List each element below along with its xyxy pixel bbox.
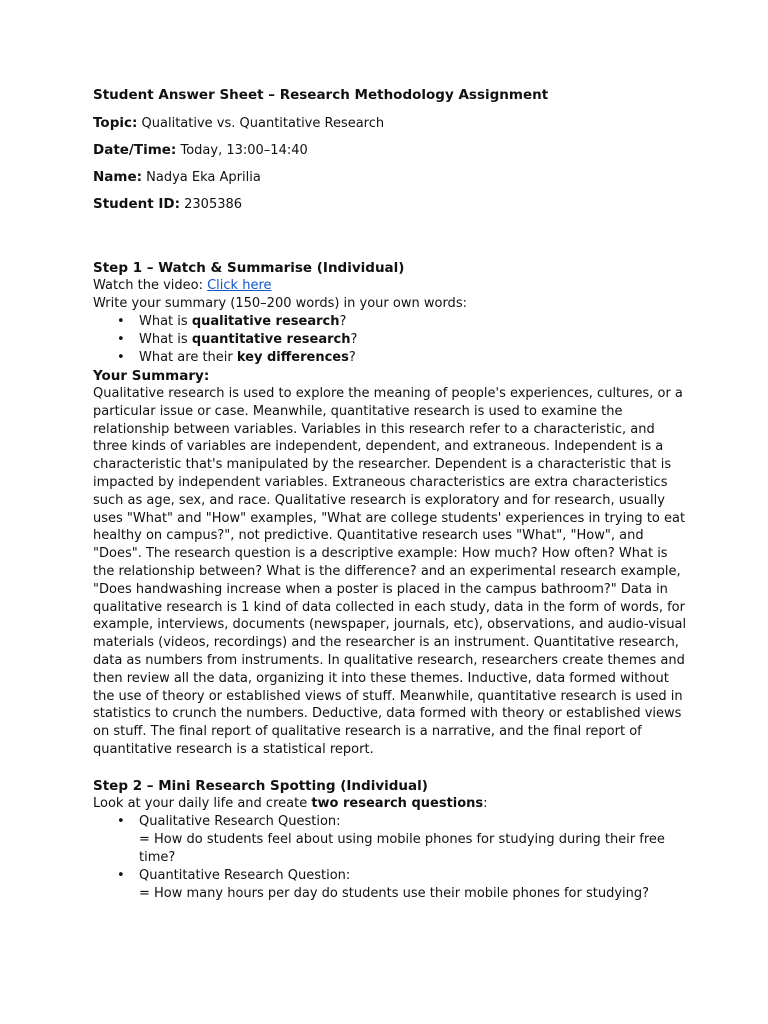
- name-value: Nadya Eka Aprilia: [146, 170, 261, 185]
- step1-instruction: Write your summary (150–200 words) in your own words:: [93, 296, 467, 311]
- datetime-label: Date/Time:: [93, 142, 177, 158]
- qualitative-question-label: • Qualitative Research Question:: [139, 813, 341, 829]
- watch-line: [93, 277, 693, 295]
- step2-instruction: [93, 795, 693, 813]
- step2-question-list: [93, 813, 693, 903]
- name-label: Name:: [93, 169, 143, 185]
- bullet-bold-text: quantitative research: [191, 332, 351, 347]
- summary-label: Your Summary:: [93, 368, 210, 384]
- student-id-line: [93, 195, 693, 214]
- list-item: [139, 813, 693, 867]
- list-item: [139, 867, 693, 903]
- document-content: [93, 86, 693, 903]
- topic-label: Topic:: [93, 115, 138, 131]
- qualitative-question-answer: = How do students feel about using mobile phones for studying during their free time?: [139, 831, 665, 865]
- bullet-text: What is: [139, 314, 192, 329]
- bullet-text: What is: [139, 332, 192, 347]
- summary-text: Qualitative research is used to explore the meaning of people's experiences, cultures, or a particular issue or case. Meanwhile, quantitative research is used to examine the relationship between variables. Variables in this research refer to a characteristic, and three kinds of variables are independent, dependent, and extraneous. Independent is a characteristic that's manipulated by the researcher. Dependent is a characteristic that is impacted by independent variables. Extraneous characteristics are extra characteristics such as age, sex, and race. Qualitative research is exploratory and for research, usually uses "What" and "How" examples, "What are college students' experiences in trying to eat healthy on campus?", not predictive. Quantitative research uses "What", "How", and "Does". The research question is a descriptive example: How much? How often? What is the relationship between? What is the difference? and an experimental research example, "Does handwashing increase when a poster is placed in the campus bathroom?" Data in qualitative research is 1 kind of data collected in each study, data in the form of words, for example, interviews, documents (newspaper, journals, etc), observations, and audio-visual materials (videos, recordings) and the researcher is an instrument. Quantitative research, data as numbers from instruments. In qualitative research, researchers create themes and then review all the data, organizing it into these themes. Inductive, data formed without the use of theory or established views of stuff. Meanwhile, quantitative research is used in statistics to crunch the numbers. Deductive, data formed with theory or established views on stuff. The final report of qualitative research is a narrative, and the final report of quantitative research is a statistical report.: [93, 386, 687, 757]
- instruction-bold-text: two research questions: [311, 795, 484, 811]
- student-id-label: Student ID:: [93, 196, 180, 212]
- video-link[interactable]: Click here: [207, 278, 272, 293]
- section-spacer: [93, 222, 693, 259]
- document-title: Student Answer Sheet – Research Methodology Assignment: [93, 87, 549, 103]
- quantitative-question-label: • Quantitative Research Question:: [139, 867, 351, 883]
- instruction-text: :: [483, 795, 488, 811]
- list-item: [139, 349, 693, 367]
- bullet-bold-text: qualitative research: [191, 314, 340, 329]
- section-spacer: [93, 759, 693, 777]
- bullet-text: ?: [339, 314, 347, 329]
- bullet-text: ?: [350, 332, 358, 347]
- step1-question-list: [93, 313, 693, 367]
- bullet-text: ?: [348, 350, 356, 365]
- student-id-value: 2305386: [184, 197, 243, 212]
- datetime-line: [93, 141, 693, 160]
- datetime-value: Today, 13:00–14:40: [180, 143, 308, 158]
- step1-heading: Step 1 – Watch & Summarise (Individual): [93, 260, 405, 276]
- bullet-text: What are their: [139, 350, 237, 365]
- list-item: [139, 313, 693, 331]
- instruction-text: Look at your daily life and create: [93, 795, 312, 811]
- list-item: [139, 331, 693, 349]
- watch-prefix: Watch the video:: [93, 278, 208, 293]
- topic-line: [93, 114, 693, 133]
- bullet-bold-text: key differences: [236, 350, 349, 365]
- topic-value: Qualitative vs. Quantitative Research: [141, 116, 385, 131]
- name-line: [93, 168, 693, 187]
- step2-heading: Step 2 – Mini Research Spotting (Individual): [93, 777, 428, 794]
- quantitative-question-answer: = How many hours per day do students use their mobile phones for studying?: [139, 885, 650, 901]
